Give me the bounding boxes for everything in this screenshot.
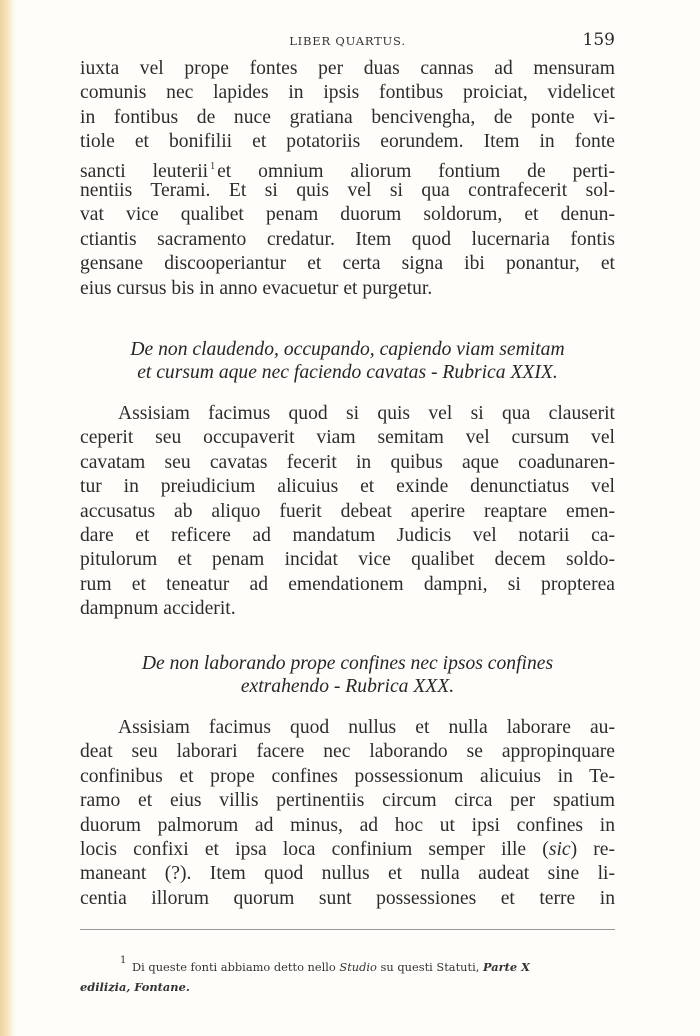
text-line: ceperit seu occupaverit viam semitam vel cursum vel [80, 427, 615, 449]
footnote-italic: Studio [339, 960, 377, 974]
text-segment: sancti leuterii [80, 160, 209, 182]
footnote-line [80, 951, 615, 977]
text-line: centia illorum quorum sunt possessiones et terre in [80, 887, 615, 909]
text-line: accusatus ab aliquo fuerit debeat aperire reaptare emen- [80, 500, 615, 522]
page-edge-shadow [0, 0, 16, 1036]
footnote-text: su questi Statuti, [380, 960, 480, 974]
paragraph-continued [80, 57, 615, 301]
italic-sic: sic [548, 838, 571, 860]
footnote-italic: Parte X [482, 960, 530, 974]
text-line: tur in preiudicium alicuius et exinde denunctiatus vel [80, 476, 615, 498]
paragraph-rubric-30 [80, 716, 615, 911]
text-line: pitulorum et penam incidat vice qualibet decem soldo- [80, 549, 615, 571]
rubric-line: De non claudendo, occupando, capiendo viam semitam [130, 339, 565, 360]
text-line: iuxta vel prope fontes per duas cannas ad mensuram [80, 58, 615, 79]
text-line: nentiis Terami. Et si quis vel si qua contrafecerit sol- [80, 179, 615, 201]
text-line: rum et teneatur ad emendationem dampni, si propterea [80, 573, 615, 595]
footnote [80, 951, 615, 997]
paragraph-rubric-29 [80, 402, 615, 622]
text-segment: ) re- [570, 838, 616, 860]
footnote-line [80, 977, 615, 997]
rubric-line: et cursum aque nec faciendo cavatas - Rubrica XXIX. [137, 362, 558, 383]
text-line: duorum palmorum ad minus, ad hoc ut ipsi confines in [80, 814, 615, 836]
footnote-marker[interactable]: 1 [210, 160, 216, 172]
footnote-text: Di queste fonti abbiamo detto nello [132, 960, 336, 974]
footnote-number: 1 [120, 955, 127, 966]
running-head [80, 30, 615, 52]
text-line: gensane discooperiantur et certa signa ibi ponantur, et [80, 253, 615, 275]
text-line: cavatam seu cavatas fecerit in quibus aque coadunaren- [80, 451, 615, 473]
rubric-line: extrahendo - Rubrica XXX. [240, 676, 455, 697]
running-title: LIBER QUARTUS. [289, 34, 406, 48]
text-line: ramo et eius villis pertinentiis circum circa per spatium [80, 790, 615, 812]
text-line: Assisiam facimus quod si quis vel si qua clauserit [118, 403, 615, 424]
text-line: ctiantis sacramento credatur. Item quod lucernaria fontis [80, 228, 615, 250]
rubric-line: De non laborando prope confines nec ipsos confines [141, 653, 554, 674]
text-line: in fontibus de nuce gratiana bencivengha, de ponte vi- [80, 106, 615, 128]
text-line [80, 155, 615, 182]
text-line: vat vice qualibet penam duorum soldorum, et denun- [80, 204, 615, 226]
text-segment: locis confixi et ipsa loca confinium semper ille ( [80, 838, 549, 860]
rubric-heading-30 [80, 652, 615, 698]
rubric-heading-29 [80, 338, 615, 384]
text-line: tiole et bonifilii et potatoriis eorundem. Item in fonte [80, 131, 615, 153]
text-line [80, 838, 615, 862]
text-line: comunis nec lapides in ipsis fontibus proiciat, videlicet [80, 82, 615, 104]
text-line: confinibus et prope confines possessionum alicuius in Te- [80, 765, 615, 787]
text-segment: et omnium aliorum fontium de perti- [217, 160, 615, 182]
page-number: 159 [582, 30, 615, 50]
footnote-divider [80, 929, 615, 930]
text-line: deat seu laborari facere nec laborando se appropinquare [80, 741, 615, 763]
text-line: Assisiam facimus quod nullus et nulla laborare au- [118, 717, 615, 738]
text-line: dampnum acciderit. [80, 598, 236, 620]
footnote-italic: edilizia, Fontane. [80, 980, 190, 994]
text-line: eius cursus bis in anno evacuetur et purgetur. [80, 277, 433, 299]
text-line: dare et reficere ad mandatum Judicis vel notarii ca- [80, 524, 615, 546]
text-line: maneant (?). Item quod nullus et nulla audeat sine li- [80, 863, 615, 885]
